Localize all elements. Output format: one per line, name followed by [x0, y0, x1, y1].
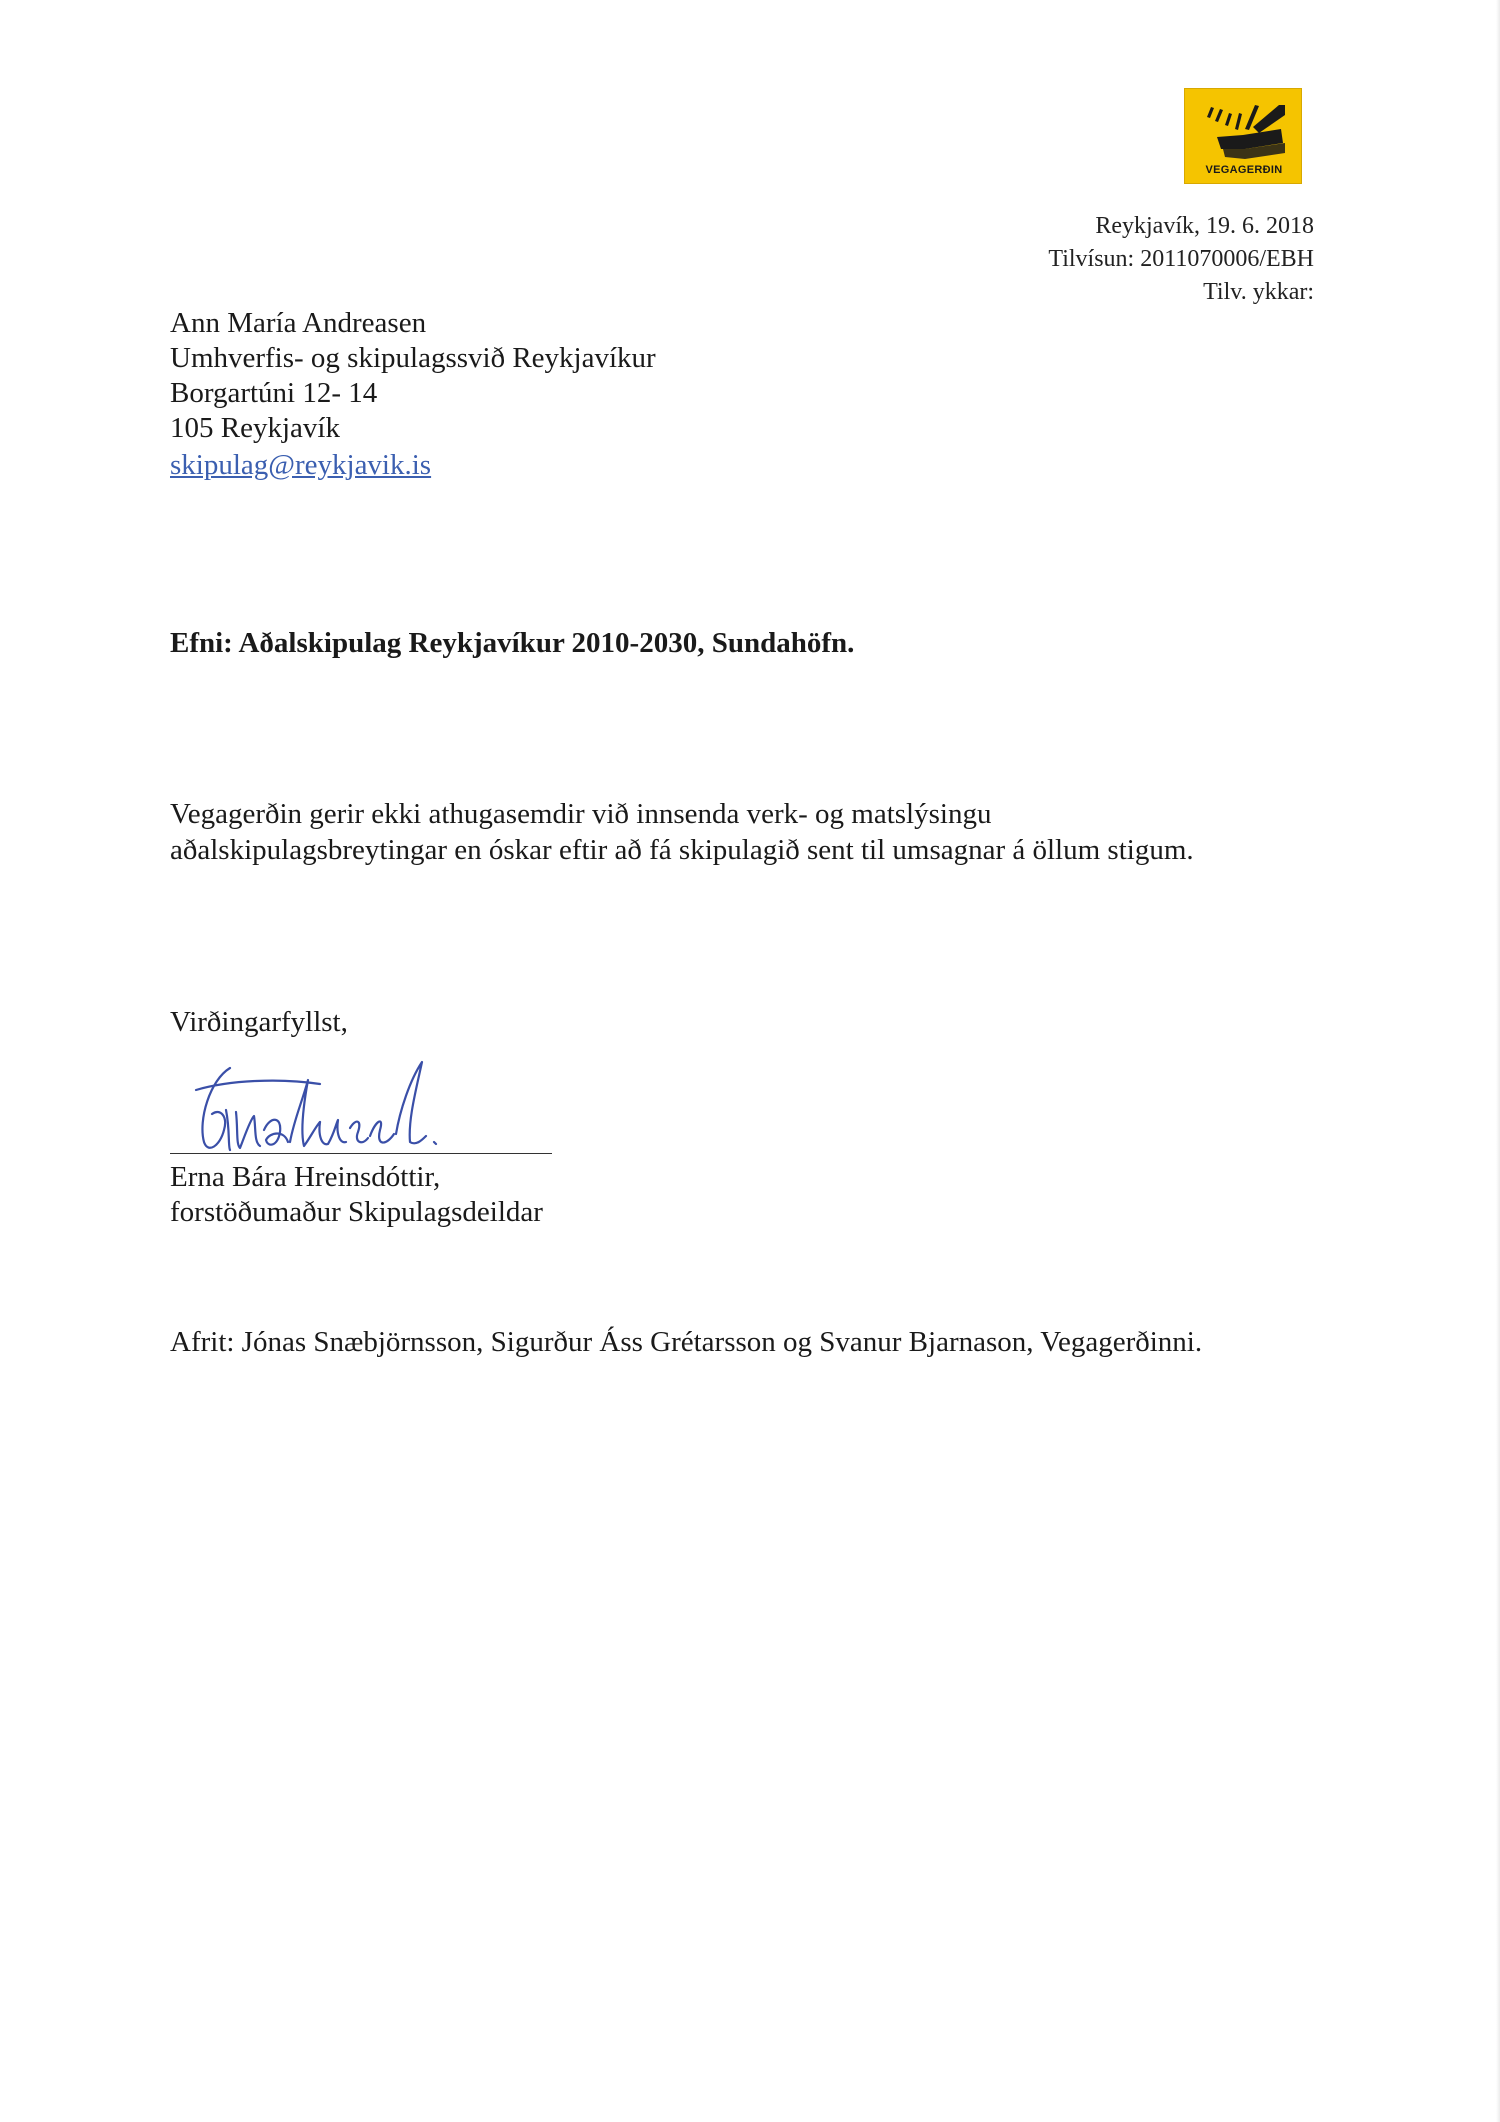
logo-text: VEGAGERÐIN [1205, 164, 1283, 176]
recipient-email-link[interactable]: skipulag@reykjavik.is [170, 449, 432, 481]
signer-block [170, 1160, 543, 1230]
letter-body [170, 796, 1194, 868]
vegagerdin-logo [1184, 88, 1302, 184]
signature-line [170, 1153, 552, 1154]
place-date: Reykjavík, 19. 6. 2018 [1095, 213, 1314, 239]
body-line-1: Vegagerðin gerir ekki athugasemdir við innsenda verk- og matslýsingu [170, 798, 992, 830]
recipient-name: Ann María Andreasen [170, 307, 427, 339]
signer-title: forstöðumaður Skipulagsdeildar [170, 1196, 543, 1228]
page-edge [1496, 0, 1500, 2122]
recipient-department: Umhverfis- og skipulagssvið Reykjavíkur [170, 342, 656, 374]
body-line-2: aðalskipulagsbreytingar en óskar eftir að fá skipulagið sent til umsagnar á öllum stigum. [170, 834, 1194, 866]
handwritten-signature [190, 1050, 490, 1160]
reference-block [1048, 210, 1314, 309]
signer-name: Erna Bára Hreinsdóttir, [170, 1161, 441, 1193]
recipient-street: Borgartúni 12- 14 [170, 377, 378, 409]
subject-line: Efni: Aðalskipulag Reykjavíkur 2010-2030, Sundahöfn. [170, 627, 855, 659]
your-reference: Tilv. ykkar: [1203, 279, 1314, 305]
recipient-address [170, 306, 656, 483]
recipient-city: 105 Reykjavík [170, 412, 340, 444]
copy-recipients: Afrit: Jónas Snæbjörnsson, Sigurður Áss Grétarsson og Svanur Bjarnason, Vegagerðinni. [170, 1326, 1203, 1358]
closing-salutation: Virðingarfyllst, [170, 1006, 348, 1038]
reference-number: Tilvísun: 2011070006/EBH [1048, 246, 1314, 272]
